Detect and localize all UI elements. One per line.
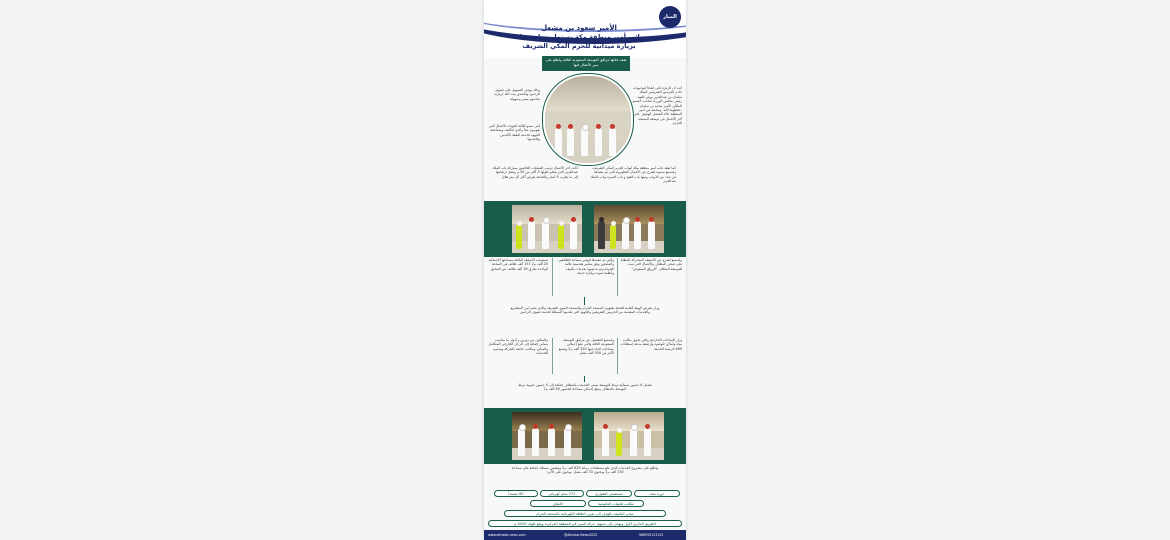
infographic-poster [484, 0, 686, 540]
main-photo [543, 74, 633, 165]
photo-person [648, 221, 655, 249]
photo-person [595, 128, 602, 156]
photo-person [518, 428, 525, 456]
pill-cooling-buildings: مباني التكييف بالهدف إلى تعزيز الطاقة الكهربائية بالمسجد الحرام [504, 510, 666, 517]
col-text-2: والتي تم تنفيذها لتوفير مساحة للطائفين والمصلين وفق معايير هندسية عالية الجودة وتم تدعيمها بخدمات تكييف وأنظمة صوت وإنارة حديثة [558, 258, 614, 276]
main-photo-scene [545, 76, 631, 163]
photo-person [598, 221, 605, 249]
exhibition-text: وزار معرض الهيئة العامة للعناية بشؤون المسجد الحرام والمسجد النبوي الشريف والذي يضم أبرز المشاريع والخدمات المقدمة من الحرمين الشريفين والجهود التي تقدمها المملكة لخدمة ضيوف الرحمن [510, 306, 660, 315]
connector-line [584, 376, 585, 382]
footer-phone: 966555123123 [639, 533, 664, 537]
photo-vests [512, 205, 582, 253]
photo-person [630, 428, 637, 456]
photo-person [548, 428, 555, 456]
photo-courtyard [594, 412, 664, 460]
photo-person [555, 128, 562, 156]
bridges-text: تشمل 4 جسور شمالية تربط التوسعة بمبنى الخدمات بالمطاف إضافة إلى 4 جسور جنوبية تربط التوسعة بالمطاف وتبلغ إجمالي مساحة الجسور 40 ألف م2 [518, 383, 652, 392]
photo-worker [616, 432, 622, 456]
photo-ceiling [545, 76, 631, 111]
photo-person [528, 221, 535, 249]
column-divider [617, 338, 618, 374]
photo-worker [610, 225, 616, 249]
title-line-2: نائب أمير منطقة مكة يستهل مهام عمله [515, 33, 643, 41]
col-text-1: واستمع لشرح عن الأسقف المتحركة المطلة على صحن المطاف والأعمال التي تمت للتوسعة المطاف "الرواق السعودي" [620, 258, 682, 271]
title-line-3: بزيارة ميدانية للحرم المكي الشريف [522, 42, 636, 50]
connector-line [584, 297, 585, 305]
photo-worker [558, 225, 564, 249]
brand-logo: الميار [659, 6, 681, 28]
col-text-3: تستوعب الأسقف البالغة مساحتها الإجمالية 20 ألف م2 157 ألف طائف في الساعة الواحدة بفارق 16 ألف طائف عن السابق [488, 258, 548, 271]
text-left-bottom: كانت أخر الأعمال ترتيب العمليات الخاصين بمباركة باب الملك عبدالعزيز التي يتجلو طولها 4 أكثر من 30 م ويصل ارتفاعها إلى ما يقارب 9 أمتار والضاعة بعرض أكثر كل متر هلال [492, 166, 578, 179]
photo-person [570, 221, 577, 249]
photo-doors [594, 205, 664, 253]
poster-header [484, 0, 686, 58]
poster-footer [484, 530, 686, 540]
column-divider [552, 258, 553, 296]
intro-text-right: أتت أن الزيارة تأتي إنفاذاً لتوجيهات خادم الحرمين الشريفين الملك سلمان بن عبدالعزيز وولي العهد رئيس مجلس الوزراء صاحب السمو الملكي الأمير محمد بن سلمان -حفظهما الله- ومتابعة من أمير المنطقة خالد الفيصل الوقوف على آخر الأعمال في توسعة المسجد الحرام. [632, 86, 682, 126]
col-text-4: وزار الساحات الخارجية والتي تحوي مكاتب مياه وأماكن للوضوء وأرصفة مدعة إسطانات 469 الزمنية الحديثة [620, 338, 682, 351]
photo-person [532, 428, 539, 456]
photo-person [567, 128, 574, 156]
intro-text-left-mid: أثنى سمو لكافة الجهات الأعمال التي يقومون معاً والذي لتكاتف ومضاعفة الجهود لخدمة البقعة الأقدس وقاصديها [488, 124, 540, 142]
pill-ring-road: الطريق الدائري الأول ويهدف إلى تسهيل حركة السير في المنطقة المركزية ويبلغ طوله 4040 م [488, 520, 682, 527]
intro-text-left-top: وذلك بهدف التسهيل على ضيوف الرحمن وقاصدي بيت الله لزيارته عبادتهم بيسر وسهولة [494, 88, 540, 101]
col-text-5: واستمع للتفصيل عن مرافق التوسعة السعودية الثالثة والتي تبلغ إجمالي مساحات البناء فيها 320 ألف م2 وتتسع لأكثر من 300 ألف مصل [558, 338, 614, 356]
photo-person [542, 221, 549, 249]
subtitle-banner: تفقد خلالها مرافق التوسعة السعودية الثالثة واطلع على سير الأعمال فيها [542, 56, 630, 71]
footer-website: www.almaiar-news.com [488, 533, 526, 537]
column-divider [617, 258, 618, 296]
photo-worker [516, 225, 522, 249]
pill-government-offices: مكاتب للجهات الحكومية [588, 500, 644, 507]
column-divider [552, 338, 553, 374]
photo-person [564, 428, 571, 456]
services-text: واطلع على مشروع الخدمات الذي تبلغ مسطحات زمانة 625 ألف م2 ويتضمن مستلك إضافة على مساحة 130 ألف م2 ويحتوي 33 ألف مصل. ويحوي على الآتي: [511, 466, 659, 475]
footer-social: @Almaiar-News2022 [564, 533, 598, 537]
pill-elevators: 60 مصعداً [494, 490, 538, 497]
pill-escalators: 272 سلم كهربائي [540, 490, 584, 497]
col-text-6: والمتكون من دورين و أدوار ما مناسب بمباني إضافة إلى الرجل الخارجي المتكامل والمباني ومكاتب خاصة بالحركة وبيندوم للخدمات [488, 338, 548, 356]
pill-toilets: دورة مياه [634, 490, 680, 497]
photo-person [581, 128, 588, 156]
photo-person [602, 428, 609, 456]
photo-person [634, 221, 641, 249]
title-line-1: الأمير سعود بن مشعل [541, 24, 617, 32]
photo-person [644, 428, 651, 456]
photo-person [609, 128, 616, 156]
photo-kaaba-door [512, 412, 582, 460]
pill-emergency-hospital: مستشفى الطوارئ [586, 490, 632, 497]
text-right-bottom: كما تفقد نائب أمير منطقة مكة أبواب الحرم المكي الشريف، واستمع سموه لشرح عن الأعمال التطويرية التي تم تنفيذها في عدد من الأبواب ومنها باب الفتح و باب العمرة وباب الملك عبدالعزيز [590, 166, 676, 184]
photo-person [622, 221, 629, 249]
pill-tunnels: الأنفاق [530, 500, 586, 507]
